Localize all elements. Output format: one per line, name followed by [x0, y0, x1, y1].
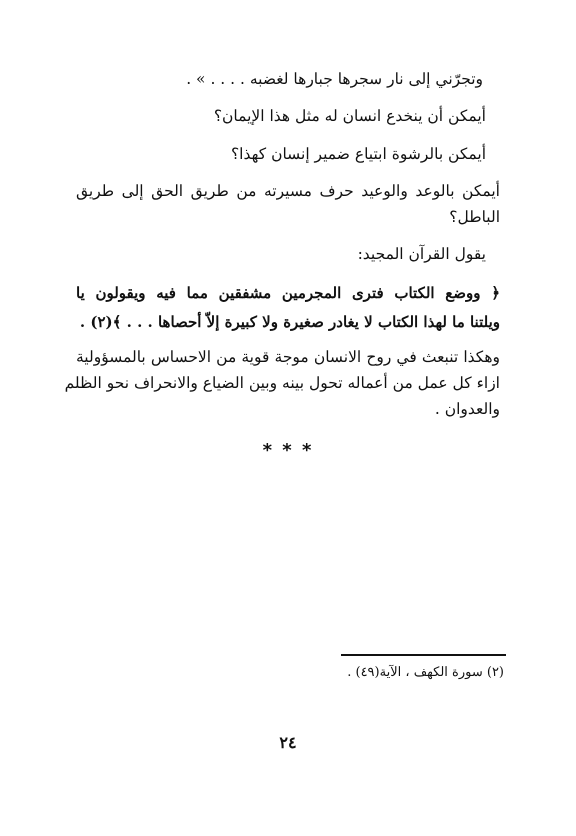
- page-number: ٢٤: [279, 733, 297, 752]
- section-separator: * * *: [262, 440, 314, 461]
- text-line-11: والعدوان .: [434, 400, 500, 418]
- text-line-4: أيمكن بالوعد والوعيد حرف مسيرته من طريق الحق إلى طريق: [76, 182, 500, 200]
- text-line-3: أيمكن بالرشوة ابتياع ضمير إنسان كهذا؟: [230, 145, 486, 163]
- footnote-rule: [341, 654, 506, 656]
- text-line-10: ازاء كل عمل من أعماله تحول بينه وبين الضياع والانحراف نحو الظلم: [64, 374, 500, 392]
- quran-verse-line-2: ويلتنا ما لهذا الكتاب لا يغادر صغيرة ولا كبيرة إلاّ أحصاها . . . ﴾(٢) .: [79, 313, 500, 331]
- footnote: (٢) سورة الكهف ، الآية(٤٩) .: [347, 665, 504, 680]
- text-line-9: وهكذا تنبعث في روح الانسان موجة قوية من الاحساس بالمسؤولية: [76, 348, 500, 366]
- text-line-6: يقول القرآن المجيد:: [357, 245, 486, 263]
- text-line-2: أيمكن أن ينخدع انسان له مثل هذا الإيمان؟: [213, 107, 486, 125]
- quran-verse-line-1: ﴿ ووضع الكتاب فترى المجرمين مشفقين مما فيه ويقولون يا: [76, 284, 500, 302]
- text-line-5: الباطل؟: [449, 208, 500, 226]
- text-line-1: وتجرّني إلى نار سجرها جبارها لغضبه . . . . » .: [186, 70, 483, 88]
